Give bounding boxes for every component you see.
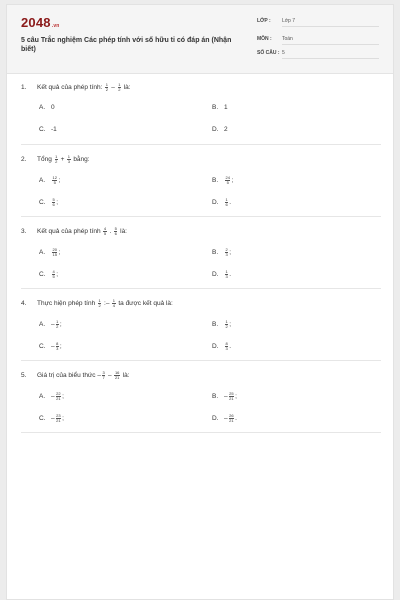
question-suffix: là: [121, 84, 131, 92]
option-sign: – [51, 393, 55, 401]
option-value: 0 [51, 104, 55, 111]
question-fraction-2 [114, 371, 119, 380]
meta-grade [257, 18, 379, 27]
question-fraction-1 [103, 227, 106, 236]
question-prefix: Thực hiện phép tính [37, 300, 98, 308]
answer-option-c[interactable] [39, 270, 58, 279]
question-suffix: là: [120, 372, 130, 380]
option-value: 2 [224, 126, 228, 133]
option-fraction-numerator: 1 [225, 319, 228, 324]
question-fraction-2-numerator: 1 [118, 82, 121, 87]
option-fraction-denominator: 2 [225, 324, 228, 329]
option-punctuation: ; [229, 249, 232, 257]
option-letter: C. [39, 199, 46, 207]
question-divider [21, 216, 381, 217]
question-fraction-1-numerator: 3 [102, 370, 105, 375]
answer-option-d[interactable] [212, 414, 237, 423]
option-fraction [56, 342, 59, 351]
option-fraction [225, 270, 228, 279]
option-letter: A. [39, 393, 46, 401]
question-fraction-1-numerator: 1 [98, 298, 101, 303]
question-operator: . [107, 228, 114, 236]
question-fraction-1-denominator: 5 [103, 231, 107, 236]
option-fraction-denominator: 15 [52, 252, 57, 257]
option-punctuation: . [229, 199, 232, 207]
option-fraction-denominator: 3 [225, 252, 228, 257]
option-fraction-denominator: 3 [225, 274, 228, 279]
question-fraction-1 [102, 371, 105, 380]
question-operator: – [109, 84, 117, 92]
option-letter: B. [212, 104, 219, 111]
option-fraction-numerator: 1 [56, 319, 59, 324]
question-fraction-1 [55, 155, 58, 164]
document-header [7, 5, 393, 74]
question-divider [21, 432, 381, 433]
question-text [21, 371, 130, 380]
option-fraction-denominator: 5 [226, 180, 229, 185]
option-fraction-numerator: 5 [52, 197, 55, 202]
option-letter: B. [212, 177, 219, 185]
question-suffix: ta được kết quả là: [116, 300, 173, 308]
option-fraction [56, 320, 59, 329]
option-fraction-denominator: 21 [56, 396, 61, 401]
answer-option-a[interactable] [39, 176, 60, 185]
option-fraction [52, 198, 55, 207]
question-suffix: bằng: [71, 156, 90, 164]
question-operator: + [58, 156, 67, 164]
option-letter: C. [39, 126, 46, 133]
option-letter: B. [212, 249, 219, 257]
question-fraction-1-denominator: 2 [105, 87, 108, 92]
option-punctuation: ; [62, 415, 64, 423]
option-punctuation: ; [56, 271, 59, 279]
option-fraction [229, 392, 234, 401]
question-suffix: là: [118, 228, 127, 236]
option-fraction-numerator: 26 [229, 413, 234, 418]
site-logo[interactable] [21, 15, 60, 30]
meta-question-count [257, 50, 379, 59]
option-fraction-numerator: 8 [225, 341, 228, 346]
option-punctuation: ; [231, 177, 234, 185]
option-fraction-numerator: 2 [225, 247, 228, 252]
question-fraction-2-denominator: 6 [114, 231, 117, 236]
meta-grade-label: LỚP : [257, 18, 271, 24]
question-divider [21, 360, 381, 361]
option-fraction-numerator: 22 [56, 391, 61, 396]
option-letter: C. [39, 343, 46, 351]
answer-option-b[interactable] [212, 176, 233, 185]
option-fraction-numerator: 25 [229, 391, 234, 396]
option-letter: B. [212, 321, 219, 329]
question-fraction-1 [105, 83, 108, 92]
option-letter: B. [212, 393, 219, 401]
option-punctuation: . [235, 415, 237, 423]
answer-option-d[interactable] [212, 270, 231, 279]
option-punctuation: ; [62, 393, 64, 401]
option-punctuation: . [229, 343, 232, 351]
option-fraction-numerator: 4 [52, 269, 55, 274]
option-value: 1 [224, 104, 228, 111]
question-prefix: Kết quả của phép tính [37, 228, 103, 236]
option-fraction [229, 414, 234, 423]
answer-option-a[interactable] [39, 248, 60, 257]
question-fraction-2 [118, 83, 121, 92]
option-fraction [56, 414, 61, 423]
question-fraction-2-numerator: 1 [112, 298, 116, 303]
option-letter: D. [212, 415, 219, 423]
option-fraction-denominator: 21 [56, 418, 61, 423]
meta-count-value: 5 [282, 50, 379, 59]
document-page [6, 4, 394, 600]
option-fraction-numerator: 24 [225, 175, 230, 180]
option-letter: A. [39, 104, 46, 111]
answer-option-b[interactable] [212, 392, 237, 401]
answer-option-c[interactable] [39, 198, 58, 207]
option-fraction [225, 198, 228, 207]
question-operator: – [106, 372, 114, 380]
question-fraction-1-numerator: 1 [105, 82, 108, 87]
answer-option-c[interactable] [39, 414, 64, 423]
question-fraction-2-denominator: 21 [114, 375, 120, 380]
question-fraction-1-denominator: 2 [98, 303, 101, 308]
option-punctuation: ; [59, 343, 62, 351]
option-fraction [56, 392, 61, 401]
option-value: -1 [51, 126, 57, 133]
option-fraction-numerator: 8 [56, 341, 59, 346]
meta-grade-value: Lớp 7 [282, 18, 379, 27]
question-fraction-2-numerator: 16 [114, 370, 120, 375]
option-letter: A. [39, 177, 46, 185]
question-fraction-2-denominator: 4 [112, 303, 116, 308]
question-prefix: Giá trị của biểu thức [37, 372, 98, 380]
document-title: 5 câu Trắc nghiệm Các phép tính với số hữu tỉ có đáp án (Nhận biết) [21, 37, 232, 53]
option-fraction-numerator: 23 [56, 413, 61, 418]
option-fraction-denominator: 6 [52, 202, 55, 207]
answer-option-d[interactable] [212, 198, 231, 207]
option-letter: C. [39, 415, 46, 423]
question-fraction-2-numerator: 5 [114, 226, 117, 231]
option-fraction-denominator: 3 [225, 346, 228, 351]
option-fraction [225, 320, 228, 329]
option-letter: D. [212, 343, 219, 351]
option-sign: – [51, 321, 55, 329]
option-fraction-denominator: 5 [53, 180, 56, 185]
meta-subject [257, 36, 379, 45]
option-fraction-denominator: 5 [52, 274, 55, 279]
question-text [21, 83, 131, 92]
question-prefix: Kết quả của phép tính: [37, 84, 105, 92]
option-fraction [225, 342, 228, 351]
question-number: 3. [21, 228, 27, 236]
option-punctuation: ; [59, 321, 62, 329]
option-fraction-numerator: 1 [225, 197, 228, 202]
question-prefix: Tổng [37, 156, 54, 164]
answer-option-a[interactable] [39, 392, 64, 401]
option-fraction-denominator: 21 [229, 396, 234, 401]
question-fraction-2 [112, 299, 115, 308]
question-fraction-2-denominator: 2 [118, 87, 121, 92]
logo-suffix: .vn [51, 23, 60, 29]
option-fraction [225, 176, 230, 185]
option-fraction-denominator: 21 [229, 418, 234, 423]
option-fraction-numerator: 12 [52, 175, 57, 180]
meta-count-label: SỐ CÂU : [257, 50, 280, 56]
option-fraction [225, 248, 228, 257]
question-fraction-1-denominator: 2 [55, 159, 58, 164]
question-text [21, 299, 173, 308]
question-number: 1. [21, 84, 27, 92]
option-punctuation: ; [56, 199, 59, 207]
question-number: 5. [21, 372, 27, 380]
question-fraction-1-denominator: 7 [102, 375, 105, 380]
question-text [21, 227, 127, 236]
option-fraction [52, 176, 57, 185]
option-fraction-numerator: 1 [225, 269, 228, 274]
answer-option-b[interactable] [212, 248, 231, 257]
option-fraction [52, 248, 57, 257]
question-divider [21, 144, 381, 145]
logo-text: 2048 [21, 15, 51, 30]
option-fraction-denominator: 6 [225, 202, 228, 207]
option-fraction-numerator: 20 [52, 247, 57, 252]
answer-option-c[interactable] [39, 342, 62, 351]
option-punctuation: ; [235, 393, 237, 401]
option-letter: C. [39, 271, 46, 279]
question-number: 4. [21, 300, 27, 308]
answer-option-a[interactable] [39, 320, 62, 329]
question-operator: :– [102, 300, 112, 308]
meta-subject-label: MÔN : [257, 36, 272, 42]
option-fraction-denominator: 2 [56, 324, 59, 329]
answer-option-b[interactable] [212, 320, 231, 329]
question-divider [21, 288, 381, 289]
option-punctuation: ; [229, 321, 232, 329]
option-sign: – [51, 415, 55, 423]
option-letter: D. [212, 271, 219, 279]
option-punctuation: ; [58, 249, 61, 257]
option-letter: D. [212, 199, 219, 207]
option-fraction [52, 270, 55, 279]
question-fraction-2 [67, 155, 70, 164]
option-punctuation: . [229, 271, 232, 279]
question-fraction-2 [114, 227, 117, 236]
option-letter: D. [212, 126, 219, 133]
answer-option-d[interactable] [212, 342, 231, 351]
question-number: 2. [21, 156, 27, 164]
option-fraction-denominator: 3 [56, 346, 59, 351]
option-sign: – [224, 393, 228, 401]
option-letter: A. [39, 321, 46, 329]
answer-option-a[interactable] [39, 104, 55, 111]
question-fraction-2-numerator: 1 [67, 154, 71, 159]
question-text [21, 155, 90, 164]
option-sign: – [224, 415, 228, 423]
answer-option-d[interactable] [212, 126, 228, 133]
question-fraction-1 [98, 299, 101, 308]
question-fraction-1-numerator: 1 [55, 154, 58, 159]
question-lead-sign: – [97, 372, 101, 380]
question-fraction-1-numerator: 4 [103, 226, 107, 231]
meta-subject-value: Toán [282, 36, 379, 45]
answer-option-b[interactable] [212, 104, 228, 111]
option-punctuation: ; [58, 177, 61, 185]
option-letter: A. [39, 249, 46, 257]
answer-option-c[interactable] [39, 126, 57, 133]
option-sign: – [51, 343, 55, 351]
question-fraction-2-denominator: 3 [67, 159, 71, 164]
